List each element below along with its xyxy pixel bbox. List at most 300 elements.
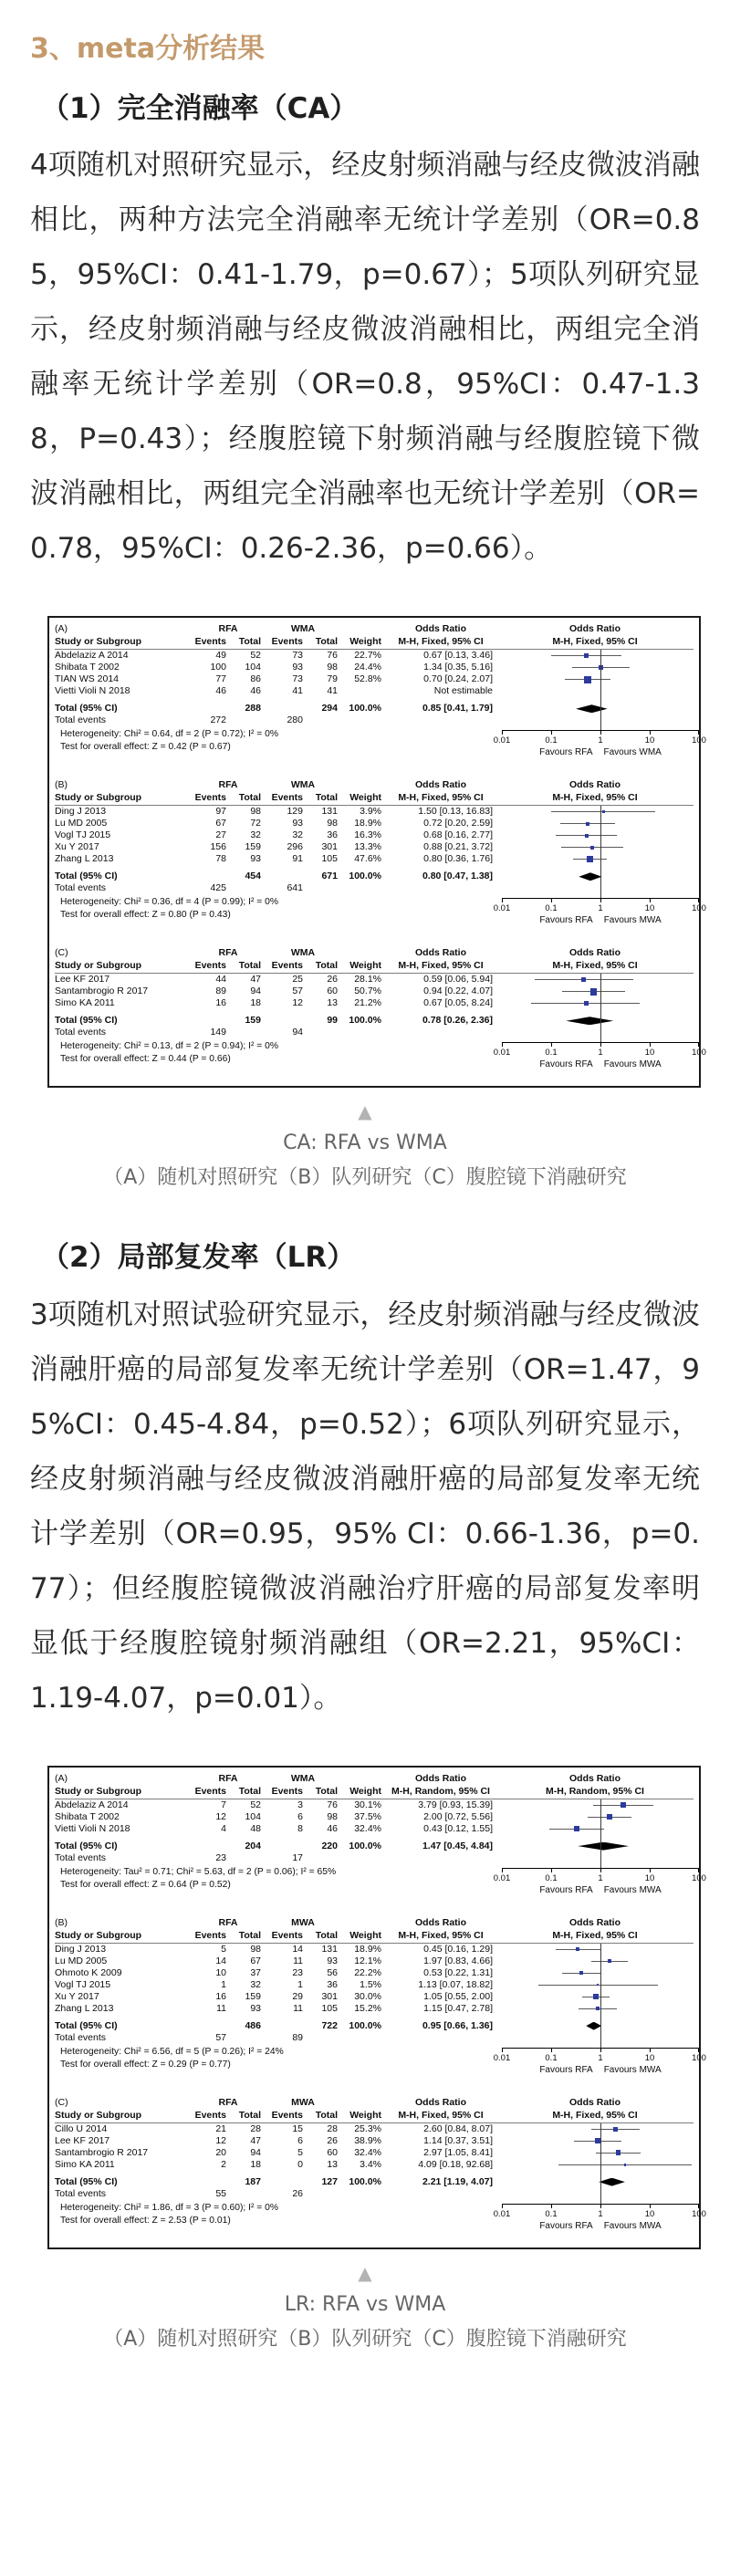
- events-value: 25: [292, 974, 303, 986]
- plot-cell: [496, 986, 694, 997]
- ci-text: 1.15 [0.47, 2.78]: [423, 2002, 493, 2014]
- weight-value: 25.3%: [354, 2122, 381, 2134]
- ci-text: 0.53 [0.22, 1.31]: [423, 1966, 493, 1978]
- total-value: 294: [321, 703, 338, 714]
- events-column-header: Events: [194, 1785, 226, 1797]
- ci-text: 1.14 [0.37, 3.51]: [423, 2134, 493, 2146]
- ci-text: 1.34 [0.35, 5.16]: [423, 662, 493, 673]
- total-value: 86: [250, 673, 261, 685]
- plot-cell: [496, 2123, 694, 2135]
- forest-plot-figure-lr[interactable]: [47, 1766, 706, 2249]
- weight-column-header: Weight: [349, 960, 381, 972]
- total-value: 93: [250, 2002, 261, 2014]
- axis-tick-label: 0.01: [493, 1872, 511, 1883]
- study-row: [55, 662, 694, 673]
- forest-footer: [55, 2200, 706, 2242]
- heterogeneity-text: Heterogeneity: Chi² = 0.36, df = 4 (P = 0.99); I² = 0%: [60, 897, 279, 908]
- axis-tick-label: 100: [692, 2052, 706, 2063]
- total-column-header: Total: [238, 2109, 261, 2121]
- total-column-header: Total: [315, 960, 338, 972]
- weight-value: 47.6%: [354, 853, 381, 865]
- study-row: [55, 1811, 694, 1823]
- axis-tick: [650, 1869, 651, 1872]
- study-column-header: Study or Subgroup: [55, 960, 142, 972]
- axis-tick: [551, 731, 552, 735]
- ci-text: 0.78 [0.26, 2.36]: [422, 1015, 493, 1027]
- total-value: 52: [250, 650, 261, 662]
- figure-caption-lr: LR: RFA vs WMA: [284, 2292, 446, 2316]
- total-label: Total (95% CI): [55, 871, 118, 882]
- axis-tick-label: 0.01: [493, 2208, 511, 2219]
- group2-header: WMA: [290, 779, 316, 791]
- events-value: 57: [292, 986, 303, 997]
- forest-footer: [55, 1038, 706, 1080]
- odds-ratio-header: Odds Ratio: [414, 623, 466, 635]
- events-value: 23: [292, 1966, 303, 1978]
- total-value: 60: [327, 2146, 338, 2158]
- plot-cell: [496, 853, 694, 865]
- ci-text: 1.05 [0.55, 2.00]: [423, 1990, 493, 2002]
- total-label: Total (95% CI): [55, 1015, 118, 1027]
- events-value: 26: [292, 2187, 303, 2199]
- panel-label: (C): [55, 2096, 68, 2108]
- or-marker: [596, 2007, 600, 2010]
- plot-cell: [496, 997, 694, 1009]
- ci-text: 2.97 [1.05, 8.41]: [423, 2146, 493, 2158]
- study-name: Lu MD 2005: [55, 818, 108, 829]
- total-value: 204: [245, 1840, 261, 1851]
- events-value: 44: [215, 974, 226, 986]
- forest-column-header-row: [55, 791, 694, 806]
- weight-value: 50.7%: [354, 986, 381, 997]
- paragraph-complete-ablation: 4项随机对照研究显示，经皮射频消融与经皮微波消融相比，两种方法完全消融率无统计学差别（OR=0.85，95%CI：0.41-1.79，p=0.67）；5项队列研究显示，经皮射频消融与经皮微波消融相比，两组完全消融率无统计学差别（OR=0.8，95%CI：0.47-1.38，P=0.43）；经腹腔镜下射频消融与经腹腔镜下微波消融相比，两组完全消融率也无统计学差别（OR=0.78，95%CI：0.26-2.36，p=0.66）。: [30, 149, 700, 566]
- events-value: 89: [215, 986, 226, 997]
- total-diamond: [578, 1842, 629, 1851]
- total-value: 288: [245, 703, 261, 714]
- study-name: Shibata T 2002: [55, 662, 120, 673]
- panel-label: (A): [55, 1772, 68, 1784]
- forest-group-header-row: [55, 947, 694, 959]
- plot-cell: [496, 2147, 694, 2159]
- axis-tick: [600, 731, 601, 735]
- or-marker: [597, 1984, 600, 1987]
- axis-tick: [502, 731, 503, 735]
- or-marker: [593, 1994, 599, 1999]
- overall-effect-text: Test for overall effect: Z = 0.64 (P = 0.52): [60, 1879, 231, 1890]
- total-value: 72: [250, 818, 261, 829]
- events-column-header: Events: [271, 960, 303, 972]
- or-marker: [584, 676, 591, 683]
- total-value: 28: [250, 2122, 261, 2134]
- forest-section: [55, 2096, 706, 2242]
- ci-text: Not estimable: [433, 685, 493, 697]
- weight-value: 100.0%: [349, 2175, 381, 2187]
- weight-value: 32.4%: [354, 2146, 381, 2158]
- weight-value: 100.0%: [349, 1840, 381, 1851]
- favours-left-label: Favours RFA: [539, 1884, 593, 1895]
- total-value: 671: [321, 871, 338, 882]
- forest-footer: [55, 1864, 706, 1906]
- or-marker: [576, 1947, 579, 1951]
- study-name: Cillo U 2014: [55, 2122, 108, 2134]
- plot-cell: [496, 1799, 694, 1811]
- favours-left-label: Favours RFA: [539, 1059, 593, 1070]
- x-axis: [493, 2204, 706, 2231]
- odds-ratio-header: Odds Ratio: [568, 1916, 620, 1928]
- events-column-header: Events: [271, 1929, 303, 1941]
- total-value: 105: [321, 2002, 338, 2014]
- method-column-header: M-H, Random, 95% CI: [546, 1785, 644, 1797]
- events-value: 73: [292, 650, 303, 662]
- total-value: 105: [321, 853, 338, 865]
- ci-text: 0.95 [0.66, 1.36]: [422, 2019, 493, 2031]
- events-value: 11: [293, 1955, 303, 1966]
- x-axis: [493, 1042, 706, 1070]
- total-events-row: [55, 714, 694, 726]
- events-value: 14: [292, 1943, 303, 1955]
- events-value: 16: [215, 997, 226, 1009]
- plot-cell: [496, 1015, 694, 1027]
- study-row: [55, 1967, 694, 1979]
- ci-text: 2.60 [0.84, 8.07]: [423, 2122, 493, 2134]
- study-name: TIAN WS 2014: [55, 673, 120, 685]
- plot-cell: [496, 2176, 694, 2188]
- total-value: 131: [321, 1943, 338, 1955]
- events-value: 3: [297, 1799, 303, 1810]
- weight-value: 30.0%: [354, 1990, 381, 2002]
- total-label: Total (95% CI): [55, 1840, 118, 1851]
- total-label: Total (95% CI): [55, 2019, 118, 2031]
- axis-tick: [698, 899, 699, 902]
- axis-tick-label: 1: [598, 903, 603, 914]
- weight-value: 3.9%: [360, 806, 381, 818]
- x-axis: [493, 2048, 706, 2075]
- method-column-header: M-H, Fixed, 95% CI: [552, 2109, 638, 2121]
- forest-plot-figure-ca[interactable]: [47, 616, 706, 1088]
- total-column-header: Total: [238, 1785, 261, 1797]
- section-heading: 3、meta分析结果: [30, 33, 266, 65]
- axis-tick: [600, 1869, 601, 1872]
- total-value: 18: [250, 997, 261, 1009]
- axis-tick: [502, 2205, 503, 2208]
- events-value: 15: [292, 2122, 303, 2134]
- ci-text: 0.59 [0.06, 5.94]: [423, 974, 493, 986]
- ci-text: 1.47 [0.45, 4.84]: [422, 1840, 493, 1851]
- ci-text: 0.80 [0.36, 1.76]: [423, 853, 493, 865]
- total-value: 41: [327, 685, 338, 697]
- ci-text: 0.67 [0.05, 8.24]: [423, 997, 493, 1009]
- events-value: 296: [287, 841, 303, 853]
- group2-header: WMA: [290, 623, 316, 635]
- forest-column-header-row: [55, 1929, 694, 1944]
- events-column-header: Events: [271, 1785, 303, 1797]
- group1-header: RFA: [218, 1916, 238, 1928]
- total-column-header: Total: [238, 792, 261, 804]
- or-marker: [579, 1971, 584, 1976]
- events-value: 5: [297, 2146, 303, 2158]
- events-value: 89: [292, 2031, 303, 2043]
- axis-tick-label: 10: [644, 2052, 655, 2063]
- study-row: [55, 2123, 694, 2135]
- or-marker: [584, 1001, 589, 1006]
- total-value: 159: [245, 1015, 261, 1027]
- plot-cell: [496, 703, 694, 714]
- weight-value: 32.4%: [354, 1822, 381, 1834]
- total-value: 486: [245, 2019, 261, 2031]
- total-value: 26: [327, 974, 338, 986]
- axis-tick: [502, 1043, 503, 1047]
- panel-label: (B): [55, 779, 68, 791]
- weight-value: 100.0%: [349, 703, 381, 714]
- weight-value: 22.2%: [354, 1966, 381, 1978]
- axis-tick-label: 100: [692, 735, 706, 746]
- events-value: 91: [292, 853, 303, 865]
- x-axis: [493, 898, 706, 926]
- events-value: 41: [292, 685, 303, 697]
- collapse-triangle-icon[interactable]: ▲: [358, 2261, 372, 2284]
- center-line: [600, 1944, 601, 2048]
- axis-tick: [551, 1869, 552, 1872]
- axis-tick-label: 10: [644, 1872, 655, 1883]
- study-name: Ohmoto K 2009: [55, 1966, 122, 1978]
- forest-body: [55, 650, 706, 768]
- total-value: 13: [327, 997, 338, 1009]
- events-column-header: Events: [271, 636, 303, 648]
- total-column-header: Total: [315, 1785, 338, 1797]
- odds-ratio-header: Odds Ratio: [414, 1772, 466, 1784]
- weight-value: 16.3%: [354, 829, 381, 841]
- ci-text: 1.97 [0.83, 4.66]: [423, 1955, 493, 1966]
- events-value: 93: [292, 818, 303, 829]
- plot-cell: [496, 871, 694, 882]
- total-value: 47: [250, 974, 261, 986]
- total-diamond: [576, 704, 608, 713]
- study-column-header: Study or Subgroup: [55, 636, 142, 648]
- favours-right-label: Favours MWA: [603, 915, 662, 926]
- overall-effect-text: Test for overall effect: Z = 0.80 (P = 0.43): [60, 910, 231, 921]
- events-value: 73: [292, 673, 303, 685]
- total-value: 93: [327, 1955, 338, 1966]
- ci-text: 0.85 [0.41, 1.79]: [422, 703, 493, 714]
- weight-column-header: Weight: [349, 636, 381, 648]
- events-value: 425: [210, 882, 226, 894]
- events-value: 0: [297, 2158, 303, 2170]
- favours-labels: [502, 2065, 699, 2075]
- heterogeneity-text: Heterogeneity: Chi² = 6.56, df = 5 (P = 0.26); I² = 24%: [60, 2046, 284, 2057]
- axis-tick-label: 0.1: [545, 2052, 558, 2063]
- events-value: 280: [287, 714, 303, 726]
- ci-text: 2.00 [0.72, 5.56]: [423, 1810, 493, 1822]
- or-marker: [590, 846, 594, 850]
- total-value: 76: [327, 1799, 338, 1810]
- group2-header: MWA: [291, 2096, 315, 2108]
- forest-group-header-row: [55, 2097, 694, 2109]
- axis-tick-label: 0.1: [545, 903, 558, 914]
- total-events-label: Total events: [55, 714, 107, 726]
- events-value: 57: [215, 2031, 226, 2043]
- total-events-row: [55, 1852, 694, 1864]
- events-value: 23: [215, 1851, 226, 1863]
- favours-labels: [502, 1885, 699, 1895]
- events-value: 12: [215, 1810, 226, 1822]
- total-column-header: Total: [238, 636, 261, 648]
- events-value: 17: [292, 1851, 303, 1863]
- study-row: [55, 2003, 694, 2015]
- events-value: 149: [210, 1027, 226, 1038]
- axis-tick-label: 100: [692, 2208, 706, 2219]
- favours-left-label: Favours RFA: [539, 915, 593, 926]
- forest-section: [55, 1772, 706, 1906]
- heterogeneity-text: Heterogeneity: Chi² = 1.86, df = 3 (P = 0.60); I² = 0%: [60, 2202, 279, 2213]
- forest-column-header-row: [55, 2109, 694, 2123]
- axis-tick: [650, 1043, 651, 1047]
- axis-tick-label: 0.1: [545, 735, 558, 746]
- forest-section: [55, 1916, 706, 2086]
- plot-cell: [496, 1841, 694, 1852]
- collapse-triangle-icon[interactable]: ▲: [358, 1100, 372, 1123]
- odds-ratio-header: Odds Ratio: [414, 779, 466, 791]
- plot-cell: [496, 1955, 694, 1967]
- study-row: [55, 2147, 694, 2159]
- axis-tick: [650, 731, 651, 735]
- study-name: Vogl TJ 2015: [55, 829, 111, 841]
- ci-text: 3.79 [0.93, 15.39]: [418, 1799, 493, 1810]
- total-row: [55, 2020, 694, 2032]
- group2-header: MWA: [291, 1916, 315, 1928]
- or-marker: [608, 1959, 611, 1963]
- total-value: 104: [245, 1810, 261, 1822]
- total-column-header: Total: [315, 2109, 338, 2121]
- axis-tick-label: 100: [692, 903, 706, 914]
- total-diamond: [599, 2178, 625, 2186]
- total-value: 28: [327, 2122, 338, 2134]
- ci-text: 0.72 [0.20, 2.59]: [423, 818, 493, 829]
- study-name: Lu MD 2005: [55, 1955, 108, 1966]
- odds-ratio-header: Odds Ratio: [568, 2096, 620, 2108]
- study-row: [55, 2135, 694, 2147]
- weight-value: 22.7%: [354, 650, 381, 662]
- total-value: 52: [250, 1799, 261, 1810]
- events-value: 11: [293, 2002, 303, 2014]
- plot-cell: [496, 1823, 694, 1835]
- forest-body: [55, 2122, 706, 2242]
- favours-labels: [502, 2221, 699, 2231]
- total-column-header: Total: [238, 960, 261, 972]
- or-marker: [613, 2127, 618, 2132]
- weight-column-header: Weight: [349, 2109, 381, 2121]
- weight-value: 15.2%: [354, 2002, 381, 2014]
- axis-tick-label: 10: [644, 2208, 655, 2219]
- total-column-header: Total: [315, 636, 338, 648]
- weight-value: 24.4%: [354, 662, 381, 673]
- axis-tick: [698, 2049, 699, 2052]
- axis-tick: [650, 2205, 651, 2208]
- total-value: 46: [327, 1822, 338, 1834]
- weight-value: 38.9%: [354, 2134, 381, 2146]
- axis-tick: [698, 1869, 699, 1872]
- events-value: 7: [221, 1799, 226, 1810]
- group1-header: RFA: [218, 779, 238, 791]
- events-column-header: Events: [194, 636, 226, 648]
- odds-ratio-header: Odds Ratio: [568, 623, 620, 635]
- total-diamond: [566, 1017, 613, 1025]
- forest-column-header-row: [55, 635, 694, 650]
- total-value: 127: [321, 2175, 338, 2187]
- weight-value: 18.9%: [354, 1943, 381, 1955]
- paragraph-local-recurrence: 3项随机对照试验研究显示，经皮射频消融与经皮微波消融肝癌的局部复发率无统计学差别（OR=1.47，95%CI：0.45-4.84，p=0.52）；6项队列研究显示，经皮射频消融与经皮微波消融肝癌的局部复发率无统计学差别（OR=0.95，95% CI：0.66-1.36，p=0.77）；但经腹腔镜微波消融治疗肝癌的局部复发率明显低于经腹腔镜射频消融组（OR=2.21，95%CI：1.19-4.07，p=0.01）。: [30, 1298, 700, 1715]
- total-value: 56: [327, 1966, 338, 1978]
- total-row: [55, 1015, 694, 1027]
- weight-value: 28.1%: [354, 974, 381, 986]
- odds-ratio-header: Odds Ratio: [414, 2096, 466, 2108]
- study-name: Xu Y 2017: [55, 841, 99, 853]
- events-value: 2: [221, 2158, 226, 2170]
- group2-header: WMA: [290, 947, 316, 959]
- weight-value: [341, 685, 385, 697]
- method-column-header: M-H, Fixed, 95% CI: [398, 636, 484, 648]
- total-value: 99: [327, 1015, 338, 1027]
- axis-tick: [698, 731, 699, 735]
- weight-value: 1.5%: [360, 1978, 381, 1990]
- axis-tick-label: 1: [598, 735, 603, 746]
- axis-tick-label: 0.01: [493, 1048, 511, 1059]
- odds-ratio-header: Odds Ratio: [568, 779, 620, 791]
- plot-cell: [496, 818, 694, 829]
- heterogeneity-text: Heterogeneity: Chi² = 0.13, df = 2 (P = 0.94); I² = 0%: [60, 1041, 279, 1052]
- study-column-header: Study or Subgroup: [55, 1785, 142, 1797]
- ci-text: 0.70 [0.24, 2.07]: [423, 673, 493, 685]
- subsection-2-heading: （2）局部复发率（LR）: [41, 1241, 356, 1275]
- events-value: 12: [292, 997, 303, 1009]
- plot-cell: [496, 2159, 694, 2171]
- events-value: 1: [221, 1978, 226, 1990]
- events-value: 55: [215, 2187, 226, 2199]
- ci-text: 1.50 [0.13, 16.83]: [418, 806, 493, 818]
- forest-group-header-row: [55, 779, 694, 791]
- study-row: [55, 2159, 694, 2171]
- favours-right-label: Favours MWA: [603, 1884, 662, 1895]
- or-marker: [574, 1826, 579, 1831]
- events-value: 16: [215, 1990, 226, 2002]
- method-column-header: M-H, Fixed, 95% CI: [552, 636, 638, 648]
- total-value: 131: [321, 806, 338, 818]
- events-value: 29: [292, 1990, 303, 2002]
- total-diamond: [586, 2022, 601, 2030]
- heterogeneity-text: Heterogeneity: Chi² = 0.64, df = 2 (P = 0.72); I² = 0%: [60, 729, 279, 740]
- total-value: 48: [250, 1822, 261, 1834]
- events-value: 156: [210, 841, 226, 853]
- weight-value: 13.3%: [354, 841, 381, 853]
- study-name: Zhang L 2013: [55, 853, 114, 865]
- axis-tick: [600, 2049, 601, 2052]
- panel-label: (C): [55, 947, 68, 959]
- or-marker: [607, 1814, 612, 1820]
- plot-cell: [496, 650, 694, 662]
- axis-tick-label: 0.01: [493, 735, 511, 746]
- forest-group-header-row: [55, 623, 694, 635]
- total-value: 13: [327, 2158, 338, 2170]
- axis-tick: [502, 899, 503, 902]
- forest-column-header-row: [55, 1785, 694, 1799]
- axis-tick: [502, 2049, 503, 2052]
- events-value: 272: [210, 714, 226, 726]
- total-label: Total (95% CI): [55, 2175, 118, 2187]
- odds-ratio-header: Odds Ratio: [414, 1916, 466, 1928]
- total-value: 98: [250, 1943, 261, 1955]
- method-column-header: M-H, Fixed, 95% CI: [398, 960, 484, 972]
- events-value: 49: [215, 650, 226, 662]
- total-value: 104: [245, 662, 261, 673]
